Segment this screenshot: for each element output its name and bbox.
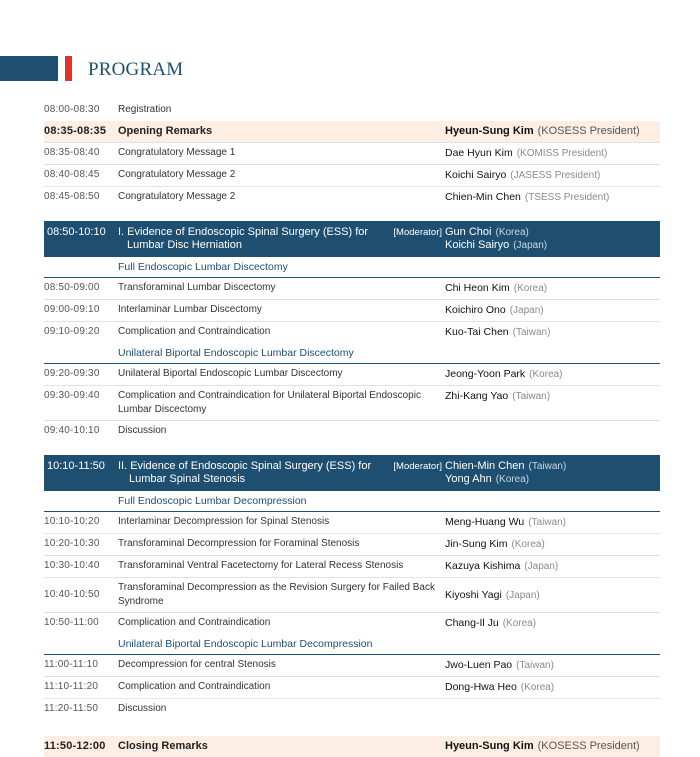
speaker-name: Kiyoshi Yagi: [445, 588, 502, 601]
speaker-name: Jeong-Yoon Park: [445, 368, 526, 380]
session-header-2: [44, 455, 660, 491]
moderator-org: (Korea): [495, 474, 530, 485]
speaker-name: Chang-Il Ju: [445, 617, 499, 629]
row-time: 08:35-08:35: [44, 125, 107, 137]
speaker-org: (TSESS President): [524, 192, 610, 203]
subsection-heading: [44, 343, 660, 364]
speaker-name: Hyeun-Sung Kim: [445, 125, 534, 137]
session-title: [118, 460, 372, 486]
row-time: 11:50-12:00: [44, 740, 106, 752]
row-speaker: [445, 124, 660, 139]
moderator-org: (Japan): [513, 240, 548, 251]
row-title: Opening Remarks: [118, 125, 213, 137]
schedule-row: [44, 578, 660, 613]
row-speaker: [445, 325, 660, 340]
speaker-name: Koichiro Ono: [445, 304, 506, 316]
subsection-title: Full Endoscopic Lumbar Decompression: [118, 495, 307, 507]
schedule-row: [44, 322, 660, 343]
moderator-name: Gun Choi: [445, 226, 492, 238]
row-title: Closing Remarks: [118, 740, 208, 752]
schedule-row: [44, 278, 660, 300]
speaker-name: Hyeun-Sung Kim: [445, 740, 534, 752]
speaker-org: (Taiwan): [512, 327, 551, 338]
speaker-org: (Korea): [529, 369, 563, 380]
row-title: Complication and Contraindication: [118, 326, 271, 337]
row-time: 09:40-10:10: [44, 425, 100, 436]
section-gap: [44, 720, 660, 736]
row-title: Interlaminar Decompression for Spinal Stenosis: [118, 516, 330, 527]
moderator-name: Koichi Sairyo: [445, 239, 510, 251]
schedule-row-discussion: [44, 421, 660, 442]
row-time: 11:10-11:20: [44, 681, 99, 692]
row-time: 09:20-09:30: [44, 368, 100, 379]
schedule-row: [44, 655, 660, 677]
row-speaker: [445, 616, 660, 631]
row-title: Decompression for central Stenosis: [118, 659, 276, 670]
speaker-org: (Taiwan): [512, 391, 551, 402]
header-accent-bar: [65, 56, 72, 81]
session-header-1: [44, 221, 660, 257]
row-speaker: [445, 190, 660, 205]
row-speaker: [445, 168, 660, 183]
subsection-heading: [44, 257, 660, 278]
row-title: Congratulatory Message 1: [118, 147, 236, 158]
session-time: 08:50-10:10: [47, 226, 106, 238]
session-title-line: I. Evidence of Endoscopic Spinal Surgery (ESS) for: [118, 226, 369, 238]
schedule-row: [44, 534, 660, 556]
row-time: 10:20-10:30: [44, 538, 100, 549]
row-title: Transforaminal Decompression for Foraminal Stenosis: [118, 538, 360, 549]
moderator-list: [445, 226, 660, 252]
row-time: 09:30-09:40: [44, 390, 100, 401]
row-speaker: [445, 680, 660, 695]
row-speaker: [445, 588, 660, 603]
row-title: Complication and Contraindication: [118, 681, 271, 692]
row-speaker: [445, 739, 660, 754]
speaker-name: Dong-Hwa Heo: [445, 681, 517, 693]
row-speaker: [445, 281, 660, 296]
row-time: 11:00-11:10: [44, 659, 99, 670]
moderator-list: [445, 460, 660, 486]
row-title: Complication and Contraindication: [118, 617, 271, 628]
row-title: Transforaminal Lumbar Discectomy: [118, 282, 276, 293]
row-speaker: [445, 537, 660, 552]
row-time: 08:40-08:45: [44, 169, 100, 180]
subsection-heading: [44, 491, 660, 512]
row-title: Transforaminal Ventral Facetectomy for Lateral Recess Stenosis: [118, 560, 404, 571]
row-time: 09:10-09:20: [44, 326, 100, 337]
row-time: 08:00-08:30: [44, 104, 100, 115]
row-time: 10:30-10:40: [44, 560, 100, 571]
row-title: Interlaminar Lumbar Discectomy: [118, 304, 262, 315]
speaker-name: Zhi-Kang Yao: [445, 390, 509, 402]
session-title-line: Lumbar Spinal Stenosis: [129, 473, 246, 485]
speaker-org: (Taiwan): [516, 660, 554, 671]
section-gap: [44, 208, 660, 221]
schedule-row-opening-remarks: [44, 121, 660, 143]
schedule-row: [44, 187, 660, 208]
subsection-title: Unilateral Biportal Endoscopic Lumbar Discectomy: [118, 347, 354, 359]
speaker-org: (Japan): [509, 305, 544, 316]
speaker-org: (Taiwan): [528, 517, 566, 528]
schedule-row: [44, 556, 660, 578]
subsection-heading: [44, 634, 660, 655]
schedule-row-registration: [44, 100, 660, 121]
session-time: 10:10-11:50: [47, 460, 105, 472]
row-title: Congratulatory Message 2: [118, 191, 236, 202]
speaker-name: Dae Hyun Kim: [445, 147, 513, 159]
program-schedule: [44, 100, 660, 757]
row-speaker: [445, 389, 660, 404]
schedule-row: [44, 165, 660, 187]
speaker-name: Chien-Min Chen: [445, 191, 521, 203]
row-speaker: [445, 146, 660, 161]
session-title-line: II. Evidence of Endoscopic Spinal Surgery (ESS) for: [118, 460, 372, 472]
speaker-org: (JASESS President): [510, 170, 601, 181]
schedule-row: [44, 300, 660, 322]
speaker-name: Jwo-Luen Pao: [445, 659, 513, 671]
schedule-row: [44, 613, 660, 634]
row-speaker: [445, 658, 660, 673]
row-time: 11:20-11:50: [44, 703, 99, 714]
session-title-line: Lumbar Disc Herniation: [127, 239, 242, 251]
speaker-org: (Japan): [505, 589, 540, 601]
speaker-name: Kuo-Tai Chen: [445, 326, 509, 338]
speaker-org: (Japan): [524, 561, 559, 572]
row-title: Discussion: [118, 703, 167, 714]
row-title: Unilateral Biportal Endoscopic Lumbar Discectomy: [118, 368, 343, 379]
moderator-org: (Korea): [495, 227, 529, 238]
schedule-row: [44, 677, 660, 699]
speaker-org: (Korea): [511, 539, 545, 550]
session-title: [118, 226, 372, 252]
row-title: Congratulatory Message 2: [118, 169, 236, 180]
row-speaker: [445, 303, 660, 318]
moderator-label: [Moderator]: [393, 227, 442, 238]
row-speaker: [445, 515, 660, 530]
schedule-row: [44, 143, 660, 165]
schedule-row-discussion: [44, 699, 660, 720]
speaker-org: (Korea): [513, 283, 548, 294]
section-gap: [44, 442, 660, 455]
moderator-org: (Taiwan): [528, 461, 567, 472]
schedule-row: [44, 512, 660, 534]
row-time: 09:00-09:10: [44, 304, 100, 315]
row-time: 08:50-09:00: [44, 282, 100, 293]
speaker-org: (KOSESS President): [537, 740, 640, 752]
moderator-name: Yong Ahn: [445, 473, 492, 485]
page-title: PROGRAM: [88, 59, 184, 80]
row-title: Discussion: [118, 425, 167, 436]
row-time: 08:35-08:40: [44, 147, 100, 158]
speaker-name: Jin-Sung Kim: [445, 538, 508, 550]
subsection-title: Unilateral Biportal Endoscopic Lumbar Decompression: [118, 638, 373, 650]
row-title: Transforaminal Decompression as the Revision Surgery for Failed Back Syndrome: [118, 582, 435, 607]
schedule-row: [44, 364, 660, 386]
moderator-name: Chien-Min Chen: [445, 460, 525, 472]
row-speaker: [445, 367, 660, 382]
row-title: Registration: [118, 104, 172, 115]
schedule-row-closing-remarks: [44, 736, 660, 757]
row-time: 08:45-08:50: [44, 191, 100, 202]
speaker-name: Meng-Huang Wu: [445, 516, 525, 528]
schedule-row: [44, 386, 660, 421]
row-speaker: [445, 559, 660, 574]
row-time: 10:10-10:20: [44, 516, 100, 527]
row-time: 10:40-10:50: [44, 589, 100, 600]
speaker-name: Chi Heon Kim: [445, 282, 510, 294]
subsection-title: Full Endoscopic Lumbar Discectomy: [118, 261, 288, 273]
speaker-org: (Korea): [520, 682, 555, 693]
speaker-name: Koichi Sairyo: [445, 169, 507, 181]
speaker-org: (KOMISS President): [516, 148, 608, 159]
row-time: 10:50-11:00: [44, 617, 99, 628]
moderator-label: [Moderator]: [393, 461, 442, 472]
speaker-name: Kazuya Kishima: [445, 560, 521, 572]
speaker-org: (Korea): [502, 618, 537, 629]
header-color-bar: [0, 56, 58, 81]
row-title: Complication and Contraindication for Unilateral Biportal Endoscopic Lumbar Discectomy: [118, 390, 421, 415]
speaker-org: (KOSESS President): [537, 125, 640, 137]
